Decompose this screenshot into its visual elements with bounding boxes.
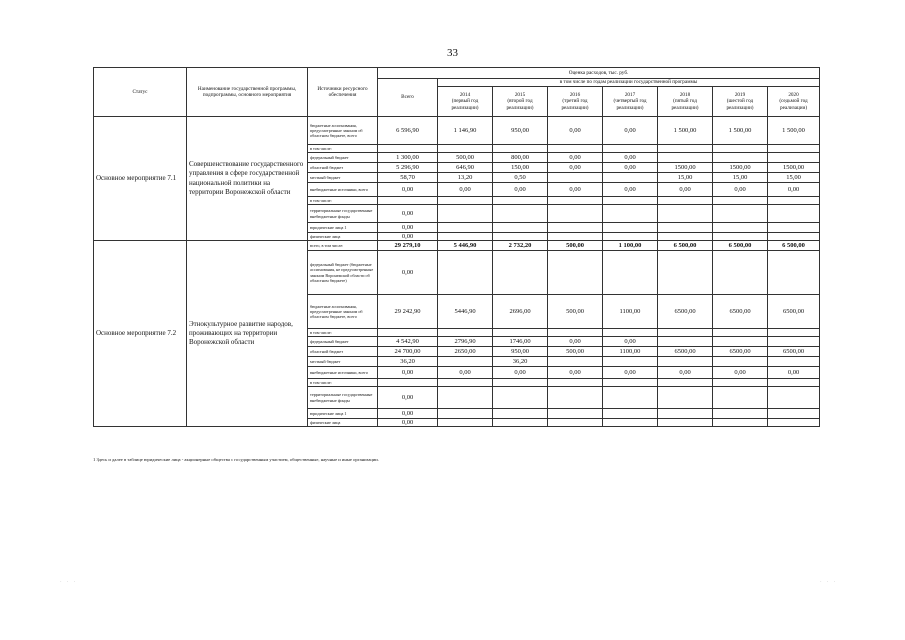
source-cell: в том числе:: [308, 145, 378, 153]
year-value-cell: 0,00: [548, 337, 603, 347]
year-value-cell: [438, 419, 493, 427]
year-value-cell: [658, 387, 713, 409]
total-value-cell: 29 279,10: [378, 241, 438, 251]
source-cell: всего, в том числе:: [308, 241, 378, 251]
year-value-cell: 0,00: [493, 367, 548, 379]
total-value-cell: 0,00: [378, 419, 438, 427]
year-value-cell: [548, 233, 603, 241]
year-value-cell: 6500,00: [768, 347, 820, 357]
source-cell: юридические лица 1: [308, 223, 378, 233]
year-value-cell: [658, 337, 713, 347]
year-value-cell: 1 100,00: [603, 241, 658, 251]
year-value-cell: 0,00: [548, 183, 603, 197]
scan-noise: · · ·: [820, 580, 838, 585]
year-value-cell: 0,00: [548, 367, 603, 379]
year-label: (третий год реализации): [561, 98, 589, 111]
year-value-cell: [713, 387, 768, 409]
year-value-cell: [658, 145, 713, 153]
year-value-cell: [548, 379, 603, 387]
source-cell: в том числе:: [308, 329, 378, 337]
year-value-cell: [603, 419, 658, 427]
year-value-cell: 0,00: [438, 183, 493, 197]
year-value-cell: [658, 205, 713, 223]
year-value-cell: [548, 387, 603, 409]
year-value-cell: 6500,00: [713, 295, 768, 329]
year-value-cell: 950,00: [493, 347, 548, 357]
year-number: 2019: [734, 91, 746, 98]
year-value-cell: [768, 153, 820, 163]
year-value-cell: [493, 205, 548, 223]
year-value-cell: [493, 387, 548, 409]
year-number: 2014: [459, 91, 471, 98]
year-value-cell: [658, 409, 713, 419]
source-cell: бюджетные ассигнования, предусмотренные законом об областном бюджете, всего: [308, 295, 378, 329]
year-value-cell: [438, 205, 493, 223]
year-value-cell: 0,00: [713, 367, 768, 379]
source-cell: территориальные государственные внебюджетные фонды: [308, 387, 378, 409]
year-value-cell: 0,00: [603, 367, 658, 379]
year-value-cell: [768, 233, 820, 241]
program-name-cell: Совершенствование государственного управления в сфере государственной национальной политики на территории Воронежской области: [187, 117, 308, 241]
source-cell: областной бюджет: [308, 347, 378, 357]
source-cell: федеральный бюджет (бюджетные ассигнования, не предусмотренные законом Воронежской области об областном бюджете): [308, 251, 378, 295]
header-year: [493, 87, 548, 117]
year-label: (четвертый год реализации): [613, 98, 647, 111]
year-value-cell: [548, 223, 603, 233]
year-value-cell: [493, 419, 548, 427]
year-value-cell: [713, 251, 768, 295]
year-value-cell: [438, 223, 493, 233]
year-value-cell: 646,90: [438, 163, 493, 173]
header-year: [658, 87, 713, 117]
year-value-cell: [603, 173, 658, 183]
header-estimate: Оценка расходов, тыс. руб.: [378, 68, 820, 79]
total-value-cell: [378, 145, 438, 153]
header-year: [548, 87, 603, 117]
year-value-cell: [768, 357, 820, 367]
year-value-cell: 1100,00: [603, 347, 658, 357]
total-value-cell: 0,00: [378, 387, 438, 409]
year-value-cell: 0,00: [603, 153, 658, 163]
year-value-cell: [603, 197, 658, 205]
year-value-cell: [603, 329, 658, 337]
year-value-cell: [603, 379, 658, 387]
source-cell: областной бюджет: [308, 163, 378, 173]
year-value-cell: [768, 145, 820, 153]
year-value-cell: 1500,00: [658, 163, 713, 173]
year-value-cell: [438, 329, 493, 337]
source-cell: бюджетные ассигнования, предусмотренные законом об областном бюджете, всего: [308, 117, 378, 145]
year-value-cell: 0,00: [548, 117, 603, 145]
year-value-cell: 15,00: [658, 173, 713, 183]
year-value-cell: [438, 251, 493, 295]
source-cell: федеральный бюджет: [308, 153, 378, 163]
year-value-cell: [548, 357, 603, 367]
total-value-cell: 0,00: [378, 409, 438, 419]
year-value-cell: 0,00: [603, 117, 658, 145]
total-value-cell: 24 700,00: [378, 347, 438, 357]
year-value-cell: [603, 145, 658, 153]
header-year: [438, 87, 493, 117]
year-value-cell: 2696,00: [493, 295, 548, 329]
year-value-cell: [768, 329, 820, 337]
year-value-cell: 950,00: [493, 117, 548, 145]
source-cell: в том числе:: [308, 197, 378, 205]
year-value-cell: [548, 173, 603, 183]
total-value-cell: 0,00: [378, 251, 438, 295]
total-value-cell: [378, 379, 438, 387]
year-value-cell: [548, 197, 603, 205]
year-value-cell: [713, 223, 768, 233]
total-value-cell: 36,20: [378, 357, 438, 367]
source-cell: территориальные государственные внебюджетные фонды: [308, 205, 378, 223]
year-value-cell: [768, 379, 820, 387]
year-value-cell: 6 500,00: [713, 241, 768, 251]
year-value-cell: [658, 233, 713, 241]
year-value-cell: [768, 337, 820, 347]
year-value-cell: [713, 145, 768, 153]
year-value-cell: 1746,00: [493, 337, 548, 347]
year-value-cell: [603, 223, 658, 233]
year-value-cell: [603, 409, 658, 419]
year-value-cell: [768, 223, 820, 233]
year-value-cell: 150,00: [493, 163, 548, 173]
year-value-cell: [438, 357, 493, 367]
year-value-cell: [713, 357, 768, 367]
year-value-cell: 1 500,00: [768, 117, 820, 145]
total-value-cell: [378, 329, 438, 337]
year-value-cell: [603, 233, 658, 241]
year-value-cell: [658, 357, 713, 367]
year-value-cell: [548, 251, 603, 295]
year-value-cell: 500,00: [438, 153, 493, 163]
total-value-cell: 0,00: [378, 183, 438, 197]
page-number: 33: [447, 47, 458, 59]
year-value-cell: [768, 251, 820, 295]
year-number: 2018: [679, 91, 691, 98]
year-value-cell: 1 500,00: [713, 117, 768, 145]
year-value-cell: [438, 379, 493, 387]
year-value-cell: 0,00: [658, 183, 713, 197]
year-value-cell: 0,00: [768, 367, 820, 379]
header-total: Всего: [378, 79, 438, 117]
year-value-cell: 0,00: [713, 183, 768, 197]
total-value-cell: 58,70: [378, 173, 438, 183]
source-cell: в том числе:: [308, 379, 378, 387]
year-value-cell: 6 500,00: [768, 241, 820, 251]
header-sources: Источники ресурсного обеспечения: [308, 68, 378, 117]
source-cell: юридические лица 1: [308, 409, 378, 419]
year-value-cell: 0,00: [548, 153, 603, 163]
year-value-cell: 1 146,90: [438, 117, 493, 145]
year-value-cell: 6500,00: [658, 347, 713, 357]
year-value-cell: 15,00: [768, 173, 820, 183]
year-value-cell: 0,00: [438, 367, 493, 379]
year-value-cell: [493, 197, 548, 205]
year-value-cell: [658, 153, 713, 163]
total-value-cell: 5 296,90: [378, 163, 438, 173]
year-value-cell: 0,00: [548, 163, 603, 173]
year-number: 2020: [788, 91, 799, 98]
year-value-cell: [713, 197, 768, 205]
year-value-cell: 6500,00: [768, 295, 820, 329]
year-value-cell: 0,50: [493, 173, 548, 183]
program-name-cell: Этнокультурное развитие народов, проживающих на территории Воронежской области: [187, 241, 308, 427]
header-year: [768, 87, 820, 117]
header-year: [713, 87, 768, 117]
total-value-cell: 4 542,90: [378, 337, 438, 347]
year-value-cell: [713, 409, 768, 419]
total-value-cell: 0,00: [378, 233, 438, 241]
year-value-cell: [713, 233, 768, 241]
year-value-cell: [713, 337, 768, 347]
year-value-cell: [493, 251, 548, 295]
table-row: [94, 241, 820, 251]
year-value-cell: 1 500,00: [658, 117, 713, 145]
year-value-cell: [768, 387, 820, 409]
total-value-cell: 29 242,90: [378, 295, 438, 329]
year-value-cell: [768, 409, 820, 419]
year-value-cell: [658, 197, 713, 205]
year-value-cell: [713, 329, 768, 337]
year-value-cell: 1100,00: [603, 295, 658, 329]
header-by-years: в том числе по годам реализации государственной программы: [438, 79, 820, 87]
source-cell: федеральный бюджет: [308, 337, 378, 347]
year-value-cell: 2 732,20: [493, 241, 548, 251]
year-value-cell: [768, 197, 820, 205]
table-row: [94, 117, 820, 145]
year-value-cell: 0,00: [493, 183, 548, 197]
total-value-cell: 1 300,00: [378, 153, 438, 163]
year-value-cell: [548, 205, 603, 223]
source-cell: физические лица: [308, 233, 378, 241]
year-number: 2017: [624, 91, 636, 98]
year-value-cell: [603, 205, 658, 223]
year-value-cell: 6500,00: [658, 295, 713, 329]
header-status: Статус: [94, 68, 187, 117]
year-value-cell: 6 500,00: [658, 241, 713, 251]
year-value-cell: 13,20: [438, 173, 493, 183]
year-value-cell: 2796,90: [438, 337, 493, 347]
year-value-cell: 5446,90: [438, 295, 493, 329]
source-cell: физические лица: [308, 419, 378, 427]
header-year: [603, 87, 658, 117]
total-value-cell: 0,00: [378, 205, 438, 223]
year-value-cell: [658, 379, 713, 387]
year-value-cell: 0,00: [603, 337, 658, 347]
year-value-cell: [603, 357, 658, 367]
year-value-cell: 0,00: [768, 183, 820, 197]
year-value-cell: [493, 329, 548, 337]
total-value-cell: 6 596,90: [378, 117, 438, 145]
year-value-cell: [603, 387, 658, 409]
year-value-cell: [438, 197, 493, 205]
year-value-cell: [713, 379, 768, 387]
year-value-cell: 1500,00: [768, 163, 820, 173]
total-value-cell: 0,00: [378, 223, 438, 233]
total-value-cell: 0,00: [378, 367, 438, 379]
status-cell: Основное мероприятие 7.1: [94, 117, 187, 241]
year-value-cell: [493, 145, 548, 153]
year-label: (седьмой год реализации): [779, 98, 808, 111]
year-value-cell: [493, 223, 548, 233]
year-value-cell: [438, 145, 493, 153]
year-value-cell: 1500,00: [713, 163, 768, 173]
year-value-cell: [548, 419, 603, 427]
year-value-cell: 500,00: [548, 347, 603, 357]
year-value-cell: [438, 387, 493, 409]
source-cell: местный бюджет: [308, 357, 378, 367]
status-cell: Основное мероприятие 7.2: [94, 241, 187, 427]
year-value-cell: [438, 409, 493, 419]
scan-noise: · · ·: [60, 580, 78, 585]
source-cell: внебюджетные источники, всего: [308, 183, 378, 197]
year-value-cell: 500,00: [548, 241, 603, 251]
year-value-cell: [713, 153, 768, 163]
year-value-cell: 5 446,90: [438, 241, 493, 251]
year-value-cell: [658, 419, 713, 427]
year-value-cell: [658, 251, 713, 295]
year-value-cell: [713, 205, 768, 223]
year-value-cell: [493, 409, 548, 419]
year-value-cell: [658, 223, 713, 233]
year-value-cell: [603, 251, 658, 295]
year-label: (шестой год реализации): [726, 98, 754, 111]
year-value-cell: [713, 419, 768, 427]
year-value-cell: 6500,00: [713, 347, 768, 357]
year-value-cell: 2650,00: [438, 347, 493, 357]
year-value-cell: [768, 205, 820, 223]
year-label: (первый год реализации): [451, 98, 479, 111]
year-value-cell: [438, 233, 493, 241]
source-cell: внебюджетные источники, всего: [308, 367, 378, 379]
year-value-cell: 0,00: [603, 163, 658, 173]
footnote: 1 Здесь и далее в таблице юридические лица - акционерные общества с государственным участием, общественные, научные и иные организации.: [93, 457, 379, 462]
year-value-cell: [548, 409, 603, 419]
year-value-cell: 0,00: [603, 183, 658, 197]
year-value-cell: 800,00: [493, 153, 548, 163]
year-value-cell: [493, 379, 548, 387]
year-value-cell: [493, 233, 548, 241]
year-value-cell: [548, 145, 603, 153]
year-label: (второй год реализации): [506, 98, 534, 111]
year-value-cell: [658, 329, 713, 337]
year-number: 2016: [569, 91, 581, 98]
source-cell: местный бюджет: [308, 173, 378, 183]
year-value-cell: 36,20: [493, 357, 548, 367]
total-value-cell: [378, 197, 438, 205]
expenses-table: [93, 67, 820, 427]
year-label: (пятый год реализации): [671, 98, 699, 111]
year-value-cell: 15,00: [713, 173, 768, 183]
year-value-cell: 0,00: [658, 367, 713, 379]
header-program-name: Наименование государственной программы, подпрограммы, основного мероприятия: [187, 68, 308, 117]
year-value-cell: [768, 419, 820, 427]
year-value-cell: [548, 329, 603, 337]
year-value-cell: 500,00: [548, 295, 603, 329]
year-number: 2015: [514, 91, 526, 98]
